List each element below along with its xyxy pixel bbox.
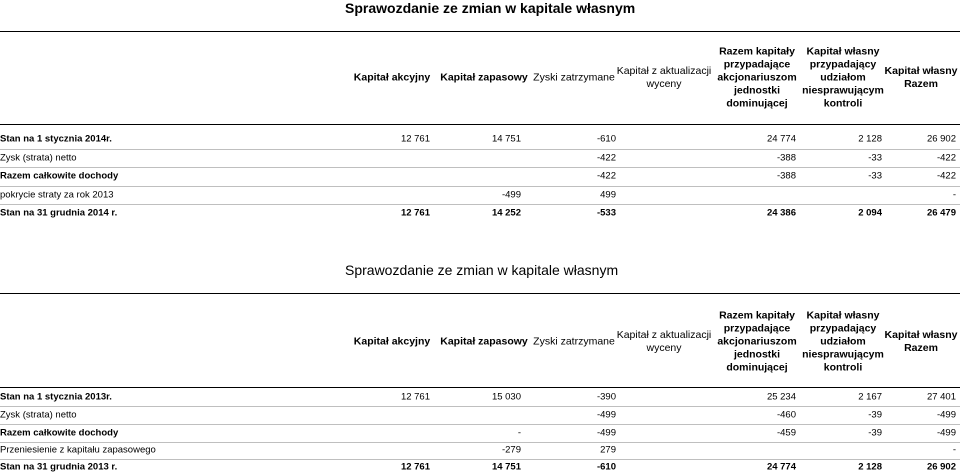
column-header: Zyski zatrzymane	[533, 71, 615, 84]
value-cell: 2 128	[858, 133, 882, 145]
column-header: Kapitał z aktualizacji wyceny	[616, 329, 712, 354]
value-cell: -33	[868, 152, 882, 164]
column-header: Razem kapitały przypadające akcjonariuszom jednostki dominującej	[717, 309, 797, 374]
table-top-border	[0, 31, 960, 32]
value-cell: 27 401	[926, 391, 956, 403]
value-cell: 12 761	[400, 207, 430, 219]
value-cell: 2 167	[858, 391, 882, 403]
value-cell: -499	[936, 409, 956, 421]
value-cell: -422	[936, 170, 956, 182]
value-cell: -388	[776, 170, 796, 182]
table-top-border	[0, 293, 960, 294]
value-cell: -33	[868, 170, 882, 182]
column-header: Razem kapitały przypadające akcjonariuszom jednostki dominującej	[717, 45, 797, 110]
value-cell: 2 094	[858, 207, 882, 219]
row-divider	[0, 406, 960, 407]
row-label: Zysk (strata) netto	[0, 152, 77, 164]
row-divider	[0, 167, 960, 168]
value-cell: -459	[776, 427, 796, 439]
value-cell: 12 761	[400, 461, 430, 473]
value-cell: -610	[596, 461, 616, 473]
row-label: Stan na 1 stycznia 2014r.	[0, 133, 112, 145]
value-cell: -460	[776, 409, 796, 421]
value-cell: 14 751	[491, 133, 521, 145]
value-cell: -390	[596, 391, 616, 403]
value-cell: 26 902	[926, 461, 956, 473]
row-divider	[0, 186, 960, 187]
header-divider	[0, 387, 960, 388]
row-label: Stan na 31 grudnia 2014 r.	[0, 207, 118, 219]
value-cell: 24 774	[766, 461, 796, 473]
row-label: pokrycie straty za rok 2013	[0, 189, 114, 201]
value-cell: 15 030	[491, 391, 521, 403]
column-header: Zyski zatrzymane	[533, 335, 615, 348]
row-divider	[0, 149, 960, 150]
value-cell: 12 761	[400, 391, 430, 403]
value-cell: -279	[501, 444, 521, 456]
value-cell: 499	[600, 189, 616, 201]
column-header: Kapitał własny przypadający udziałom niesprawującym kontroli	[802, 45, 884, 110]
value-cell: -39	[868, 427, 882, 439]
value-cell: 26 902	[926, 133, 956, 145]
header-divider	[0, 124, 960, 125]
value-cell: -610	[596, 133, 616, 145]
value-cell: 2 128	[858, 461, 882, 473]
value-cell: -499	[936, 427, 956, 439]
value-cell: -499	[596, 409, 616, 421]
value-cell: -	[517, 427, 521, 439]
value-cell: -422	[596, 170, 616, 182]
column-header: Kapitał własny Razem	[884, 329, 958, 354]
value-cell: 25 234	[766, 391, 796, 403]
row-divider	[0, 459, 960, 460]
row-label: Zysk (strata) netto	[0, 409, 77, 421]
value-cell: 24 386	[766, 207, 796, 219]
value-cell: 14 252	[491, 207, 521, 219]
value-cell: -422	[936, 152, 956, 164]
value-cell: -533	[596, 207, 616, 219]
value-cell: -499	[596, 427, 616, 439]
row-label: Razem całkowite dochody	[0, 170, 119, 182]
value-cell: 24 774	[766, 133, 796, 145]
row-label: Stan na 1 stycznia 2013r.	[0, 391, 112, 403]
value-cell: -388	[776, 152, 796, 164]
column-header: Kapitał akcyjny	[353, 71, 431, 84]
column-header: Kapitał akcyjny	[353, 335, 431, 348]
value-cell: -39	[868, 409, 882, 421]
row-divider	[0, 442, 960, 443]
row-divider	[0, 424, 960, 425]
column-header: Kapitał z aktualizacji wyceny	[616, 65, 712, 90]
statement-title: Sprawozdanie ze zmian w kapitale własnym	[345, 0, 636, 16]
row-label: Przeniesienie z kapitału zapasowego	[0, 444, 156, 456]
row-label: Stan na 31 grudnia 2013 r.	[0, 461, 118, 473]
row-label: Razem całkowite dochody	[0, 427, 119, 439]
value-cell: -422	[596, 152, 616, 164]
column-header: Kapitał własny Razem	[884, 65, 958, 90]
value-cell: -499	[501, 189, 521, 201]
statement-title: Sprawozdanie ze zmian w kapitale własnym	[345, 262, 619, 278]
value-cell: 26 479	[926, 207, 956, 219]
column-header: Kapitał zapasowy	[440, 71, 528, 84]
value-cell: -	[952, 444, 956, 456]
row-divider	[0, 204, 960, 205]
column-header: Kapitał własny przypadający udziałom niesprawującym kontroli	[802, 309, 884, 374]
column-header: Kapitał zapasowy	[440, 335, 528, 348]
value-cell: 14 751	[491, 461, 521, 473]
value-cell: 12 761	[400, 133, 430, 145]
value-cell: 279	[600, 444, 616, 456]
value-cell: -	[952, 189, 956, 201]
